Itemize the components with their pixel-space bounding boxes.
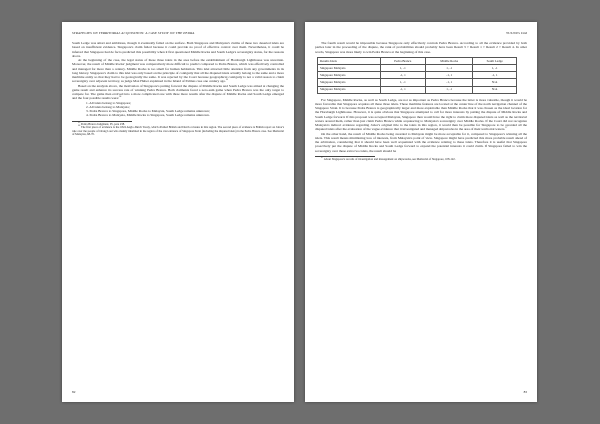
right-intro-paragraph: The fourth result would be impossible because Singapore only effectively controls Pedra Branca. According to all the evidence provided by both parties later in the proceeding of the dispute, the rank of probabilities should probably have been Result 3 > Result 1 > Result 2 > Result 4. In other words, Singapore was more likely to win Pedra Branca at the beginning of this case. [315,41,527,54]
left-running-head: STRATEGIES ON TERRITORIAL ACQUISITION: A CASE STUDY ON THE PEDRA [72,31,195,35]
left-paragraph-2: At the beginning of the case, the legal status of these three islets in the area before the establishment of Horsburgh Lighthouse was uncertain. Moreover, the result of Middle Rocks' judgment was comparatively more difficult to predict compared to Pedra Branca, which was effectively controlled and managed for more than a century. Middle Rocks is too small for human habitation. This islet attracted little attention from any governments in its long history. Singapore's claim to this islet was only based on the principle of contiguity that all the disputed islets actually belong to the same and a more maritime entity so that they had to be geologically the same. It was rejected by the Court because geographical contiguity is not a valid reason to claim sovereignty over adjacent territory, as judge Max Huber explained in the Island of Palmas case one century ago.$^{55}$ [72,58,284,84]
footnote-ref-57: 57 [505,127,508,130]
results-table [317,57,517,94]
footnote-55: $^{55}$ Pedra Branca Judgment, 95, para 238. [78,121,125,126]
table-cell: 1, -1 [380,79,425,86]
right-page [305,22,537,402]
table-cell: 1, -1 [473,64,517,71]
table-cell: N/A [473,79,517,86]
table-header-cell: Results Islets [318,57,381,64]
list-item: 1. All islets belong to Singapore; [86,100,132,105]
table-cell: -1, 1 [473,72,517,79]
table-cell: Singapore Malaysia [318,64,381,71]
footnote-57: $^{57}$ About Singapore's records of investigation and management on shipwrecks, see Memorial of Singapore, 108-122. [321,156,456,161]
table-row [318,64,517,71]
table-cell: -1, 1 [426,79,473,86]
list-item: 3. Pedra Branca to Singapore, Middle Rocks to Malaysia, South Ledge remains unknown; [86,109,210,113]
left-page [62,22,294,402]
table-cell: Singapore Malaysia [318,86,381,93]
table-header-row [318,57,517,64]
table-cell: 1, -1 [380,64,425,71]
list-item: 4. Pedra Branca to Malaysia, Middle Rocks to Singapore, South Ledge remains unknown. [86,113,210,118]
table-header-cell: South Ledge [473,57,517,64]
table-cell: Singapore Malaysia [318,72,381,79]
table-header-cell: Middle Rocks [426,57,473,64]
list-item: 2. All islets belong to Malaysia; [86,104,130,109]
table-cell: 1, -1 [426,86,473,93]
right-running-head: YULONG DAI [506,31,527,35]
footnote-56: $^{56}$ The first piece of evidence is the 1824 Anglo-Dutch Treaty, which divided British and Dutch colonies in this region. The second piece of evidence is British report on Johor's rule over the people of Orang Laut who mainly inhabited in the region of the vast entrance of Singapore Strait (including the disputed islets) in the Pedra Branca case. See Memorial of Malaysia, 68-70. [72,125,285,136]
table-header-cell: Pedra Branca [380,57,425,64]
right-page-number: 83 [523,390,527,394]
table-cell: N/A [473,86,517,93]
table-row [318,86,517,93]
left-paragraph-3: Based on the analysis above, the motivation of Singapore's putting forward the dispute of Middle Rocks and South Ledge was aimed at changing the game result and enhance its success rate of winning Pedra Branca. Both claimants faced a zero-sum game when Pedra Branca was the only target to compete for. The game then evolved into a more complicated one with three more results after the dispute of Middle Rocks and South Ledge emerged and the four possible results were:$^{56}$ [72,83,284,101]
table-cell: Singapore Malaysia [318,79,381,86]
footnote-ref-55: 55 [225,79,229,82]
left-body [72,41,284,137]
right-paragraph-1: For Singapore, Middle Rocks, as well as South Ledge, are not as important as Pedra Branca because the latter is more valuable, though it would be more favorable that Singapore acquires all these three islets. These maritime features are located at the center line of the north navigation channel of the Singapore Strait. It is because Pedra Branca is geographically larger and more exploitable than Middle Rocks that it was chosen as the ideal location for the Horsburgh Lighthouse. However, it is quite obvious that Singapore attempted to call for more interests by putting the dispute of Middle Rocks and South Ledge forward. If this proposal was accepted Malaysia, Singapore then would have the right to claim more disputed islets as well as the territorial waters around them, rather than just claim Pedra Branca while acquiescing to Malaysia's sovereignty over Middle Rocks. If the Court did not recognize Malaysia's indirect evidence regarding Johor's original title to the islets in this region, it would then be possible for Singapore to be awarded all the disputed islets after the evaluation of the vague evidence that it investigated and managed shipwrecks in the area of their territorial waters.$^{57}$ [315,97,527,132]
table-row [318,72,517,79]
right-body [315,41,527,161]
footnote-ref-56: 56 [119,96,122,99]
table-cell: -1, 1 [380,72,425,79]
left-paragraph-1: South Ledge was smart and ambitious, though it eventually failed on the surface. Both Singapore and Malaysia's claims of these two deserted islets are based on insufficient evidence. Singapore's claim failed because it could provide no proof of effective control over them. Nevertheless, it could be inferred that Singapore had de facto predicted this possibility when it first questioned Middle Rocks and South Ledge's sovereignty status, for the reasons above. [72,41,284,58]
table-cell: -1, 1 [380,86,425,93]
left-page-number: 82 [72,390,76,394]
table-row [318,79,517,86]
table-cell: 1, -1 [426,64,473,71]
results-list [72,101,284,118]
table-cell: -1, 1 [426,72,473,79]
right-paragraph-2: On the other hand, the result of Middle Rocks being awarded to Malaysia might be more acceptable for it, compared to Singapore's winning all the islets. This result means minimizing loss of interests, from Malaysia's point of view. Singapore might have predicted this more probable result ahead of the arbitration, considering that it should have been well acquainted with the evidence relating to these islets. Therefore it is useful that Singapore proactively put the dispute of Middle Rocks and South Ledge forward to expand the potential interests it could claim. If Singapore failed to win the sovereignty over these extra two islets, the result should be [315,131,527,153]
